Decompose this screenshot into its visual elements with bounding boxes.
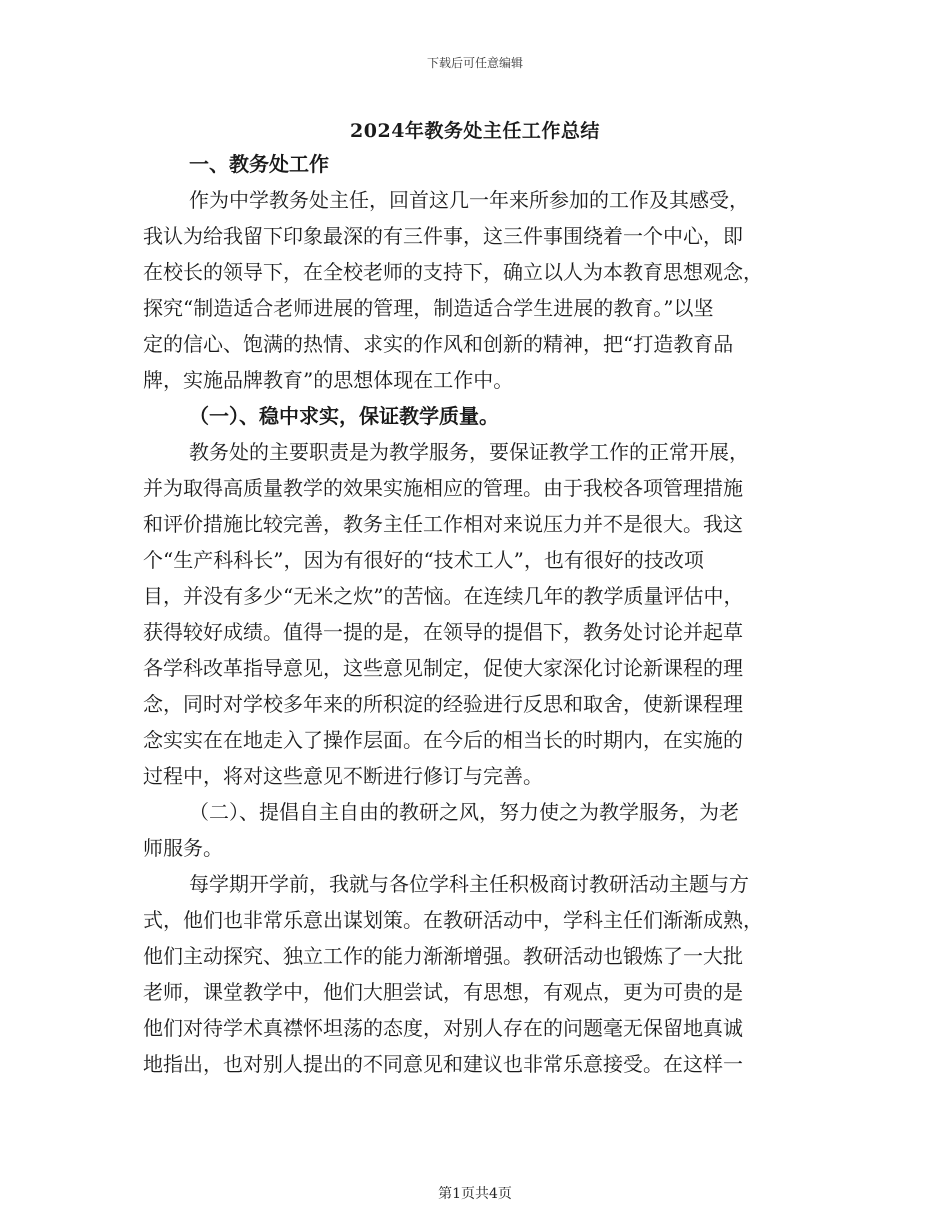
body-line: 个“生产科科长”，因为有很好的“技术工人”，也有很好的技改项 xyxy=(143,548,704,572)
body-line: 每学期开学前，我就与各位学科主任积极商讨教研活动主题与方 xyxy=(189,872,749,896)
body-line: 老师，课堂教学中，他们大胆尝试，有思想，有观点，更为可贵的是 xyxy=(143,980,743,1004)
body-line: 地指出，也对别人提出的不同意见和建议也非常乐意接受。在这样一 xyxy=(143,1052,743,1076)
body-line: 探究“制造适合老师进展的管理，制造适合学生进展的教育。”以坚 xyxy=(143,296,714,320)
body-line: 念，同时对学校多年来的所积淀的经验进行反思和取舍，使新课程理 xyxy=(143,692,743,716)
body-line: 我认为给我留下印象最深的有三件事，这三件事围绕着一个中心，即 xyxy=(143,224,743,248)
body-line: 牌，实施品牌教育”的思想体现在工作中。 xyxy=(143,368,514,392)
body-line: 在校长的领导下，在全校老师的支持下，确立以人为本教育思想观念， xyxy=(143,260,763,284)
document-title: 2024年教务处主任工作总结 xyxy=(350,120,600,142)
page-number: 第1页共4页 xyxy=(438,1186,512,1202)
body-line: 他们对待学术真襟怀坦荡的态度，对别人存在的问题毫无保留地真诚 xyxy=(143,1016,743,1040)
body-line: 和评价措施比较完善，教务主任工作相对来说压力并不是很大。我这 xyxy=(143,512,743,536)
body-line: 过程中，将对这些意见不断进行修订与完善。 xyxy=(143,764,543,788)
body-line: 作为中学教务处主任，回首这几一年来所参加的工作及其感受， xyxy=(189,188,749,212)
document-body xyxy=(143,146,808,1082)
body-line: 教务处的主要职责是为教学服务，要保证教学工作的正常开展， xyxy=(189,440,749,464)
body-line: 师服务。 xyxy=(143,836,223,860)
body-line: 定的信心、饱满的热情、求实的作风和创新的精神，把“打造教育品 xyxy=(143,332,734,356)
body-line: 目，并没有多少“无米之炊”的苦恼。在连续几年的教学质量评估中， xyxy=(143,584,744,608)
section-heading: 一、教务处工作 xyxy=(189,152,329,176)
body-line: 他们主动探究、独立工作的能力渐渐增强。教研活动也锻炼了一大批 xyxy=(143,944,743,968)
body-line: 念实实在在地走入了操作层面。在今后的相当长的时期内，在实施的 xyxy=(143,728,743,752)
subsection-heading: （一）、稳中求实，保证教学质量。 xyxy=(189,404,499,428)
body-line: 式，他们也非常乐意出谋划策。在教研活动中，学科主任们渐渐成熟， xyxy=(143,908,763,932)
header-note: 下载后可任意编辑 xyxy=(426,56,523,70)
body-line: 获得较好成绩。值得一提的是，在领导的提倡下，教务处讨论并起草 xyxy=(143,620,743,644)
body-line: 各学科改革指导意见，这些意见制定，促使大家深化讨论新课程的理 xyxy=(143,656,743,680)
body-line: 并为取得高质量教学的效果实施相应的管理。由于我校各项管理措施 xyxy=(143,476,743,500)
body-line: （二）、提倡自主自由的教研之风，努力使之为教学服务，为老 xyxy=(189,800,739,824)
